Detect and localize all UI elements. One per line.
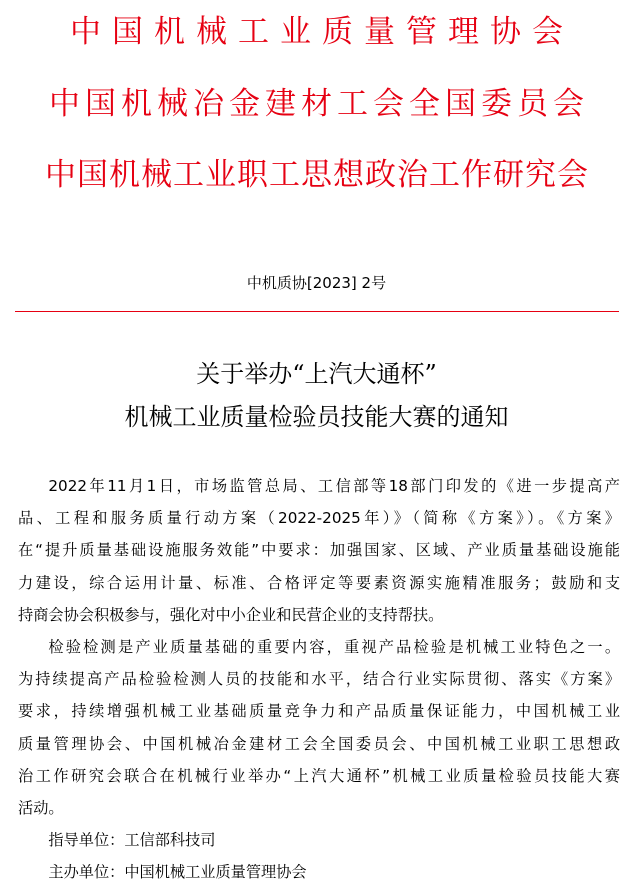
paragraph-line: 要求，持续增强机械工业基础质量竞争力和产品质量保证能力，中国机械工业 (18, 702, 620, 721)
guidance-unit-value: 工信部科技司 (124, 831, 216, 850)
paragraph-line: 持商会协会积极参与，强化对中小企业和民营企业的支持帮扶。 (18, 605, 444, 624)
title-line-2: 机械工业质量检验员技能大赛的通知 (124, 403, 509, 431)
host-unit-label: 主办单位： (48, 863, 125, 882)
paragraph-2 (18, 631, 620, 824)
paragraph-line: 活动。 (18, 799, 64, 818)
paragraph-line: 为持续提高产品检验检测人员的技能和水平，结合行业实际贯彻、落实《方案》 (18, 670, 620, 689)
document-number: 中机质协[2023] 2号 (246, 274, 387, 292)
guidance-unit-row (18, 824, 620, 856)
header-org-political-work-research: 中国机械工业职工思想政治工作研究会 (45, 157, 589, 193)
header-org-union-committee: 中国机械冶金建材工会全国委员会 (49, 86, 589, 122)
paragraph-line: 在“提升质量基础设施服务效能”中要求：加强国家、区域、产业质量基础设施能 (18, 541, 620, 560)
paragraph-line: 品、工程和服务质量行动方案（2022-2025年）》（简称《方案》）。《方案》 (18, 509, 620, 528)
paragraph-line: 检验检测是产业质量基础的重要内容，重视产品检验是机械工业特色之一。 (48, 638, 620, 657)
paragraph-line: 质量管理协会、中国机械冶金建材工会全国委员会、中国机械工业职工思想政 (18, 734, 620, 753)
paragraph-1 (18, 470, 620, 631)
header-divider (15, 311, 619, 312)
guidance-unit-label: 指导单位： (48, 831, 125, 850)
host-unit-value: 中国机械工业质量管理协会 (124, 863, 307, 882)
header-org-machinery-quality-association: 中国机械工业质量管理协会 (70, 14, 574, 50)
host-unit-row (18, 856, 620, 888)
paragraph-line: 力建设，综合运用计量、标准、合格评定等要素资源实施精准服务；鼓励和支 (18, 573, 620, 592)
paragraph-line: 治工作研究会联合在机械行业举办“上汽大通杯”机械工业质量检验员技能大赛 (18, 766, 620, 785)
document-body (18, 470, 620, 889)
title-line-1: 关于举办“上汽大通杯” (196, 360, 437, 388)
paragraph-line: 2022年11月1日，市场监管总局、工信部等18部门印发的《进一步提高产 (48, 477, 620, 495)
